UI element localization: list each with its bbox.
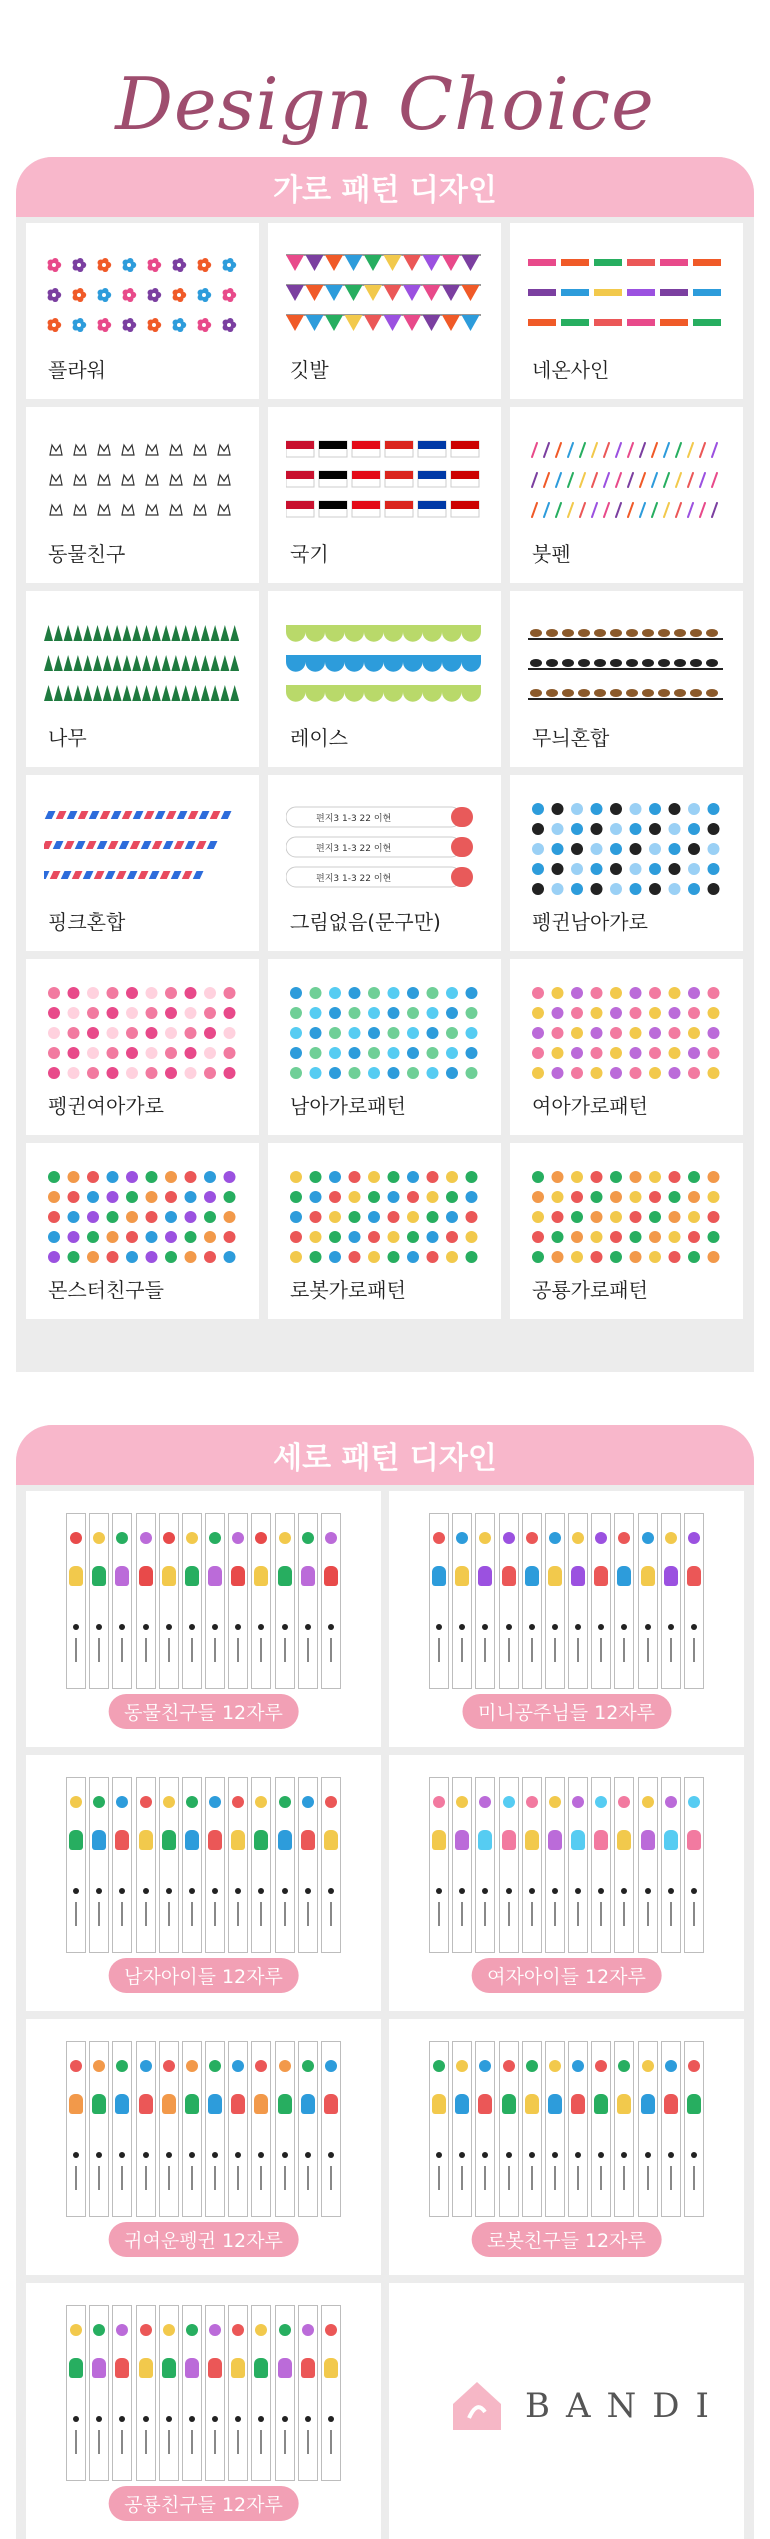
pattern-label: 핑크혼합	[48, 910, 126, 934]
pencil-strip	[159, 2305, 179, 2481]
strip-set	[66, 1513, 341, 1689]
pencil-strip	[568, 2041, 588, 2217]
pencil-strip	[205, 1777, 225, 1953]
pencil-strip	[89, 1777, 109, 1953]
pattern-label: 펭귄남아가로	[532, 910, 648, 934]
pattern-card-flags	[268, 223, 501, 399]
pattern-label: 펭귄여아가로	[48, 1094, 164, 1118]
pencil-strip	[499, 2041, 519, 2217]
pencil-strip	[452, 1513, 472, 1689]
pencil-strip	[429, 1513, 449, 1689]
pattern-preview	[44, 429, 239, 529]
pattern-card-mixed	[510, 591, 743, 767]
pattern-card-lace	[268, 591, 501, 767]
pattern-card-penguinb	[510, 775, 743, 951]
pattern-label: 붓펜	[532, 542, 571, 566]
set-label: 귀여운펭귄 12자루	[108, 2222, 299, 2257]
pencil-strip	[638, 1777, 658, 1953]
page-title: Design Choice	[115, 62, 655, 146]
pattern-card-monster	[26, 1143, 259, 1319]
vertical-card	[26, 1755, 381, 2011]
pattern-preview	[286, 981, 481, 1081]
pattern-preview	[44, 613, 239, 713]
pattern-preview	[286, 245, 481, 345]
pencil-strip	[638, 1513, 658, 1689]
pencil-strip	[251, 1513, 271, 1689]
set-label: 미니공주님들 12자루	[462, 1694, 671, 1729]
pencil-strip	[275, 2305, 295, 2481]
pattern-preview	[528, 1165, 723, 1265]
pencil-strip	[159, 1777, 179, 1953]
horizontal-section	[16, 157, 754, 1372]
pattern-card-penguing	[26, 959, 259, 1135]
pattern-preview	[286, 797, 481, 897]
vertical-card	[389, 1755, 744, 2011]
pencil-strip	[522, 1777, 542, 1953]
pencil-strip	[228, 1777, 248, 1953]
pattern-label: 로봇가로패턴	[290, 1278, 406, 1302]
pencil-strip	[112, 2041, 132, 2217]
pencil-strip	[321, 1777, 341, 1953]
pattern-card-dino	[510, 1143, 743, 1319]
svg-text:편지3 1-3 22 이현: 편지3 1-3 22 이현	[316, 844, 392, 854]
pencil-strip	[614, 1777, 634, 1953]
pattern-preview	[528, 429, 723, 529]
pencil-strip	[321, 1513, 341, 1689]
pencil-strip	[182, 1777, 202, 1953]
pencil-strip	[298, 2305, 318, 2481]
pencil-strip	[591, 1777, 611, 1953]
pencil-strip	[228, 2041, 248, 2217]
pencil-strip	[275, 2041, 295, 2217]
pencil-strip	[429, 2041, 449, 2217]
pattern-card-animal	[26, 407, 259, 583]
pencil-strip	[228, 1513, 248, 1689]
pencil-strip	[298, 1777, 318, 1953]
pencil-strip	[66, 1513, 86, 1689]
pencil-strip	[321, 2305, 341, 2481]
pencil-strip	[182, 2041, 202, 2217]
strip-set	[66, 1777, 341, 1953]
house-icon	[449, 2378, 505, 2434]
pencil-strip	[452, 2041, 472, 2217]
pencil-strip	[522, 1513, 542, 1689]
pattern-card-brush	[510, 407, 743, 583]
strip-set	[429, 1777, 704, 1953]
pencil-strip	[251, 1777, 271, 1953]
pattern-preview	[528, 797, 723, 897]
pattern-label: 여아가로패턴	[532, 1094, 648, 1118]
pencil-strip	[684, 2041, 704, 2217]
pencil-strip	[89, 1513, 109, 1689]
pencil-strip	[205, 2041, 225, 2217]
pencil-strip	[112, 2305, 132, 2481]
pencil-strip	[89, 2305, 109, 2481]
pencil-strip	[112, 1777, 132, 1953]
pattern-preview	[528, 613, 723, 713]
pattern-label: 공룡가로패턴	[532, 1278, 648, 1302]
pencil-strip	[66, 2041, 86, 2217]
pattern-label: 깃발	[290, 358, 329, 382]
vertical-card	[26, 1491, 381, 1747]
pencil-strip	[545, 2041, 565, 2217]
pencil-strip	[251, 2305, 271, 2481]
pencil-strip	[321, 2041, 341, 2217]
set-label: 남자아이들 12자루	[108, 1958, 299, 1993]
pattern-card-girl	[510, 959, 743, 1135]
pencil-strip	[661, 2041, 681, 2217]
pencil-strip	[159, 1513, 179, 1689]
pattern-label: 나무	[48, 726, 87, 750]
set-label: 공룡친구들 12자루	[108, 2486, 299, 2521]
brand-logo	[449, 2378, 725, 2434]
pattern-card-robot	[268, 1143, 501, 1319]
brand-name: BANDI	[525, 2386, 725, 2426]
pencil-strip	[89, 2041, 109, 2217]
set-label: 동물친구들 12자루	[108, 1694, 299, 1729]
strip-set	[429, 2041, 704, 2217]
brand-card	[389, 2283, 744, 2539]
pencil-strip	[545, 1777, 565, 1953]
pattern-card-neon	[510, 223, 743, 399]
pencil-strip	[475, 1513, 495, 1689]
pattern-label: 남아가로패턴	[290, 1094, 406, 1118]
pattern-label: 몬스터친구들	[48, 1278, 164, 1302]
pattern-preview	[44, 797, 239, 897]
pencil-strip	[568, 1513, 588, 1689]
vertical-card	[26, 2283, 381, 2539]
pencil-strip	[475, 2041, 495, 2217]
pattern-label: 레이스	[290, 726, 348, 750]
pencil-strip	[522, 2041, 542, 2217]
pattern-label: 무늬혼합	[532, 726, 610, 750]
pattern-preview	[286, 1165, 481, 1265]
pencil-strip	[591, 1513, 611, 1689]
pencil-strip	[614, 2041, 634, 2217]
pencil-strip	[66, 1777, 86, 1953]
vertical-section	[16, 1425, 754, 2539]
svg-text:편지3 1-3 22 이현: 편지3 1-3 22 이현	[316, 874, 392, 884]
pattern-preview	[286, 613, 481, 713]
pencil-strip	[298, 1513, 318, 1689]
pencil-strip	[499, 1513, 519, 1689]
pencil-strip	[661, 1777, 681, 1953]
pencil-strip	[568, 1777, 588, 1953]
pencil-strip	[66, 2305, 86, 2481]
pattern-card-pink	[26, 775, 259, 951]
set-label: 로봇친구들 12자루	[471, 2222, 662, 2257]
strip-set	[66, 2305, 341, 2481]
svg-text:편지3 1-3 22 이현: 편지3 1-3 22 이현	[316, 814, 392, 824]
pattern-card-nation	[268, 407, 501, 583]
pencil-strip	[684, 1513, 704, 1689]
pencil-strip	[159, 2041, 179, 2217]
set-label: 여자아이들 12자루	[471, 1958, 662, 1993]
strip-set	[66, 2041, 341, 2217]
pencil-strip	[661, 1513, 681, 1689]
vertical-header: 세로 패턴 디자인	[16, 1425, 754, 1485]
vertical-grid	[26, 1491, 744, 2539]
pattern-preview	[44, 1165, 239, 1265]
pencil-strip	[205, 2305, 225, 2481]
pencil-strip	[429, 1777, 449, 1953]
pencil-strip	[614, 1513, 634, 1689]
pencil-strip	[545, 1513, 565, 1689]
pattern-preview	[44, 981, 239, 1081]
pattern-label: 플라워	[48, 358, 106, 382]
pencil-strip	[591, 2041, 611, 2217]
pencil-strip	[112, 1513, 132, 1689]
pattern-preview	[44, 245, 239, 345]
pencil-strip	[298, 2041, 318, 2217]
pencil-strip	[182, 2305, 202, 2481]
pattern-label: 동물친구	[48, 542, 126, 566]
horizontal-header: 가로 패턴 디자인	[16, 157, 754, 217]
pencil-strip	[499, 1777, 519, 1953]
pencil-strip	[136, 1513, 156, 1689]
pattern-label: 네온사인	[532, 358, 610, 382]
pencil-strip	[182, 1513, 202, 1689]
pencil-strip	[275, 1513, 295, 1689]
pattern-preview	[528, 981, 723, 1081]
pencil-strip	[136, 1777, 156, 1953]
pencil-strip	[136, 2305, 156, 2481]
pencil-strip	[452, 1777, 472, 1953]
pencil-strip	[228, 2305, 248, 2481]
pencil-strip	[684, 1777, 704, 1953]
pencil-strip	[205, 1513, 225, 1689]
pencil-strip	[136, 2041, 156, 2217]
pencil-strip	[638, 2041, 658, 2217]
pencil-strip	[475, 1777, 495, 1953]
pattern-label: 그림없음(문구만)	[290, 910, 441, 934]
horizontal-grid	[26, 223, 744, 1319]
pattern-card-plain	[268, 775, 501, 951]
pattern-card-flower	[26, 223, 259, 399]
pattern-preview	[528, 245, 723, 345]
pattern-card-tree	[26, 591, 259, 767]
pattern-card-boy	[268, 959, 501, 1135]
vertical-card	[26, 2019, 381, 2275]
pencil-strip	[251, 2041, 271, 2217]
pattern-preview	[286, 429, 481, 529]
vertical-card	[389, 2019, 744, 2275]
vertical-card	[389, 1491, 744, 1747]
pencil-strip	[275, 1777, 295, 1953]
strip-set	[429, 1513, 704, 1689]
pattern-label: 국기	[290, 542, 329, 566]
